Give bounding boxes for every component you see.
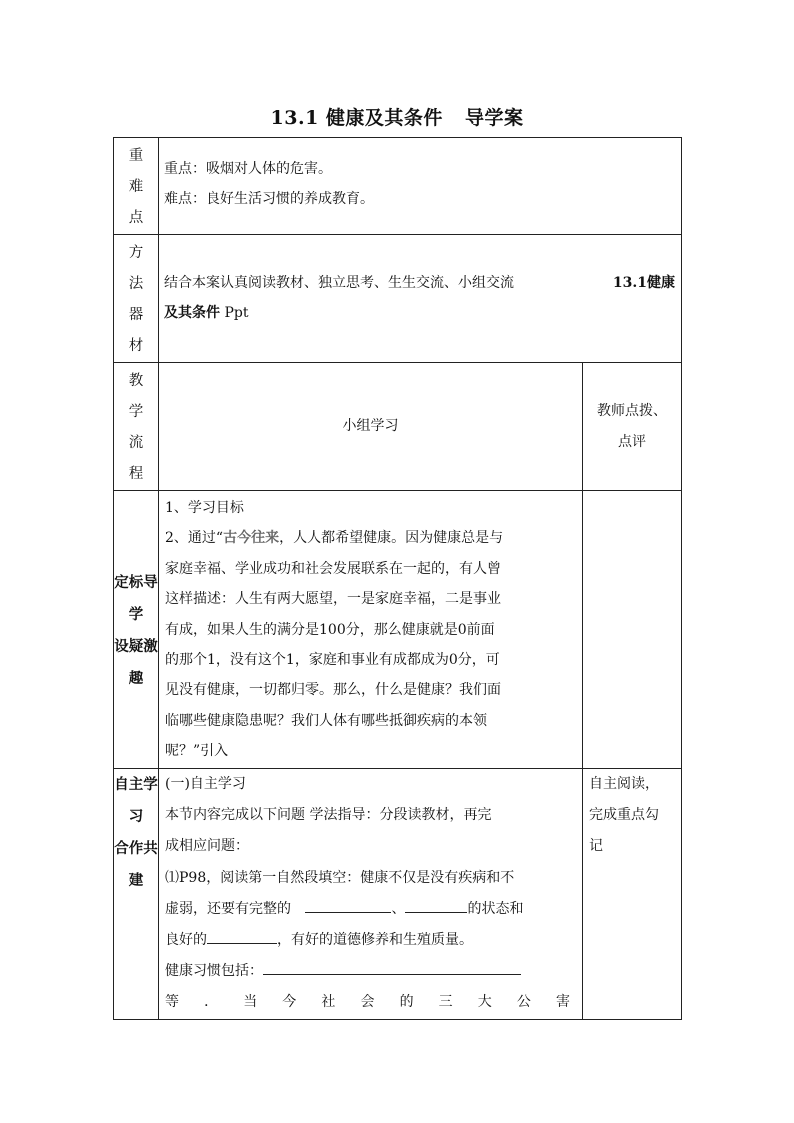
blank-field[interactable]	[263, 956, 521, 975]
blank-field[interactable]	[405, 894, 467, 913]
label-char: 方	[128, 245, 144, 261]
label-char: 材	[128, 338, 144, 354]
label-line: 合作共	[114, 840, 158, 857]
label-char: 难	[128, 179, 144, 195]
label-method	[114, 235, 159, 363]
goal-right-empty	[583, 491, 682, 769]
title-main: 13.1 健康及其条件	[270, 107, 443, 129]
self-study-line-7	[165, 956, 576, 987]
method-line-1	[164, 268, 675, 298]
line5-text-a: 虚弱，还要有完整的	[165, 900, 291, 917]
self-study-line-2: 本节内容完成以下问题 学法指导：分段读教材，再完	[165, 807, 492, 824]
spread-char: 公	[516, 994, 531, 1011]
spread-char: 今	[282, 994, 297, 1011]
method-content	[159, 235, 682, 363]
row-process	[114, 363, 682, 491]
self-study-line-1: (一)自主学习	[165, 776, 246, 792]
row-key-points	[114, 138, 682, 235]
method-bold-text: 及其条件	[164, 305, 220, 321]
label-line: 建	[128, 872, 144, 889]
spread-char: 社	[321, 994, 336, 1011]
method-line-2	[164, 298, 675, 328]
line5-text-b: 的状态和	[467, 900, 524, 917]
spread-char: 当	[243, 994, 258, 1011]
spread-char: 害	[555, 994, 570, 1011]
spread-char: 等	[165, 994, 179, 1011]
spread-char: 大	[477, 994, 492, 1011]
line6-text-a: 良好的	[165, 932, 207, 949]
line6-text-b: ，有好的道德修养和生殖质量。	[277, 932, 473, 949]
process-right	[583, 363, 682, 491]
row-goal	[114, 491, 682, 769]
spread-char: 会	[360, 994, 375, 1011]
self-study-line-3: 成相应问题：	[165, 838, 249, 855]
label-line: 自主学	[114, 776, 158, 793]
key-point-line: 重点：吸烟对人体的危害。	[164, 161, 332, 177]
label-self-study	[114, 769, 159, 1020]
goal-line-2-end: ，人人都希望健康。因为健康总是与	[279, 530, 504, 547]
group-study-text: 小组学习	[342, 418, 399, 434]
label-line: 设疑激	[114, 638, 158, 655]
label-char: 教	[128, 373, 144, 389]
process-middle	[159, 363, 583, 491]
goal-content	[159, 491, 583, 769]
goal-line-2-highlight: 古今往来	[223, 530, 280, 547]
label-process	[114, 363, 159, 491]
blank-field[interactable]	[305, 894, 391, 913]
label-line: 定标导	[114, 574, 158, 591]
label-char: 点	[128, 210, 144, 226]
method-right-text: 13.1健康	[612, 275, 675, 291]
goal-paragraph-line: 家庭幸福、学业成功和社会发展联系在一起的，有人曾	[165, 560, 501, 577]
habits-label: 健康习惯包括：	[165, 963, 263, 980]
spread-char: ．	[204, 994, 219, 1011]
goal-paragraph-line: 临哪些健康隐患呢？我们人体有哪些抵御疾病的本领	[165, 712, 487, 729]
teacher-guidance-text: 教师点拨、	[597, 402, 667, 419]
title-suffix: 导学案	[464, 107, 524, 129]
label-char: 程	[128, 466, 144, 482]
goal-paragraph-line: 的那个1，没有这个1，家庭和事业有成都成为0分，可	[165, 652, 500, 669]
row-method	[114, 235, 682, 363]
self-study-content	[159, 769, 583, 1020]
page-title	[113, 103, 681, 133]
row-self-study	[114, 769, 682, 1020]
label-char: 流	[128, 435, 144, 451]
label-key-points	[114, 138, 159, 235]
label-line: 学	[128, 606, 144, 623]
label-goal	[114, 491, 159, 769]
self-study-line-8	[165, 987, 576, 1018]
spread-char: 三	[438, 994, 453, 1011]
self-study-line-4: ⑴P98，阅读第一自然段填空：健康不仅是没有疾病和不	[165, 869, 515, 886]
spread-char: 的	[399, 994, 414, 1011]
label-line: 习	[128, 808, 144, 825]
goal-paragraph-line: 有成，如果人生的满分是100分，那么健康就是0前面	[165, 621, 495, 638]
key-points-content	[159, 138, 682, 235]
label-char: 法	[128, 276, 144, 292]
goal-line-1: 1、学习目标	[165, 500, 244, 516]
lesson-table	[113, 137, 682, 1020]
note-text: 记	[589, 838, 603, 855]
goal-paragraph-line: 呢？”引入	[165, 743, 229, 760]
self-study-line-5	[165, 894, 576, 925]
self-study-line-6	[165, 925, 576, 956]
goal-paragraph-line: 见没有健康，一切都归零。那么，什么是健康？我们面	[165, 682, 501, 699]
label-char: 器	[128, 307, 144, 323]
comment-text: 点评	[618, 433, 646, 450]
method-ppt-text: Ppt	[224, 305, 249, 321]
method-text: 结合本案认真阅读教材、独立思考、生生交流、小组交流	[164, 275, 514, 291]
goal-paragraph-line: 这样描述：人生有两大愿望，一是家庭幸福，二是事业	[165, 591, 501, 608]
line5-separator: 、	[391, 900, 406, 917]
label-line: 趣	[128, 670, 144, 687]
difficult-point-line: 难点：良好生活习惯的养成教育。	[164, 191, 374, 207]
label-char: 学	[128, 404, 144, 420]
self-study-right	[583, 769, 682, 1020]
goal-line-2-start: 2、通过“	[165, 530, 224, 547]
blank-field[interactable]	[207, 925, 277, 944]
complete-mark-text: 完成重点勾	[589, 807, 659, 824]
label-char: 重	[128, 148, 144, 164]
self-read-text: 自主阅读，	[589, 776, 659, 792]
goal-line-2	[165, 523, 576, 553]
